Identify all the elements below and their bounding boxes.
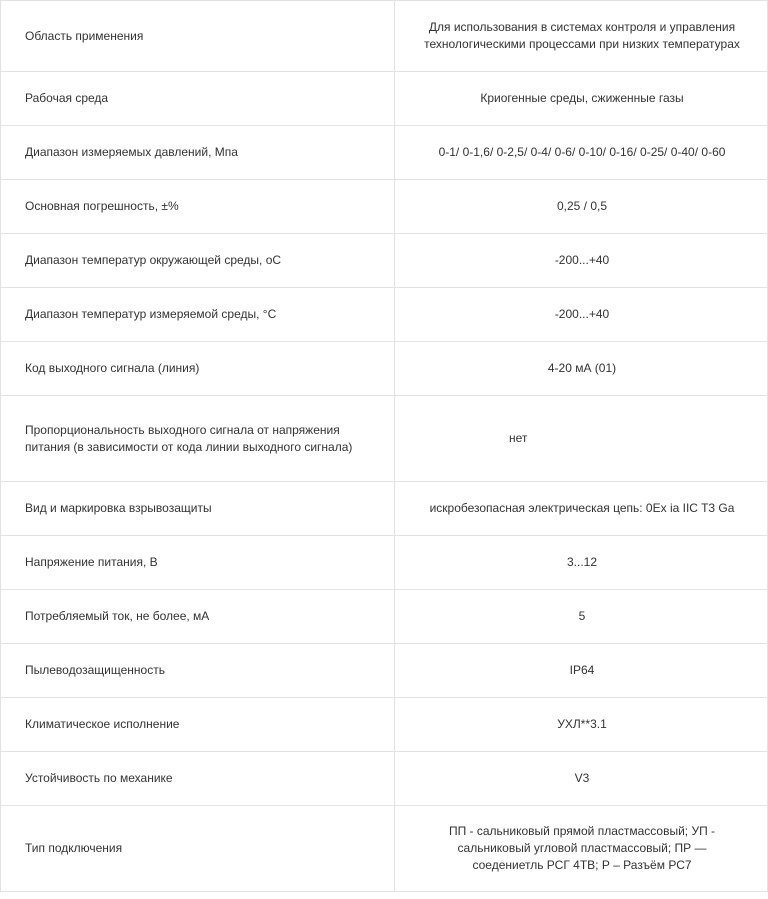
spec-value: нет xyxy=(395,396,768,482)
spec-name: Климатическое исполнение xyxy=(1,698,395,752)
spec-value: 5 xyxy=(395,590,768,644)
spec-name: Устойчивость по механике xyxy=(1,752,395,806)
spec-name: Код выходного сигнала (линия) xyxy=(1,342,395,396)
table-row xyxy=(1,342,768,396)
spec-value: 0,25 / 0,5 xyxy=(395,180,768,234)
table-row xyxy=(1,1,768,72)
table-row xyxy=(1,288,768,342)
spec-name: Тип подключения xyxy=(1,806,395,892)
spec-name: Потребляемый ток, не более, мА xyxy=(1,590,395,644)
table-row xyxy=(1,396,768,482)
table-row xyxy=(1,234,768,288)
table-row xyxy=(1,806,768,892)
spec-name: Пылеводозащищенность xyxy=(1,644,395,698)
table-row xyxy=(1,698,768,752)
spec-value: ПП - сальниковый прямой пластмассовый; УП - сальниковый угловой пластмассовый; ПР — соедениетль РСГ 4ТВ; Р – Разъём РС7 xyxy=(395,806,768,892)
spec-name: Основная погрешность, ±% xyxy=(1,180,395,234)
table-row xyxy=(1,482,768,536)
spec-value: Для использования в системах контроля и управления технологическими процессами при низких температурах xyxy=(395,1,768,72)
table-row xyxy=(1,126,768,180)
spec-name: Область применения xyxy=(1,1,395,72)
spec-name: Диапазон температур измеряемой среды, °С xyxy=(1,288,395,342)
spec-value: 0-1/ 0-1,6/ 0-2,5/ 0-4/ 0-6/ 0-10/ 0-16/ 0-25/ 0-40/ 0-60 xyxy=(395,126,768,180)
table-row xyxy=(1,180,768,234)
spec-value: 3...12 xyxy=(395,536,768,590)
spec-value: IP64 xyxy=(395,644,768,698)
table-row xyxy=(1,590,768,644)
table-row xyxy=(1,752,768,806)
spec-name: Рабочая среда xyxy=(1,72,395,126)
spec-value: 4-20 мА (01) xyxy=(395,342,768,396)
table-row xyxy=(1,644,768,698)
spec-name: Диапазон температур окружающей среды, оС xyxy=(1,234,395,288)
spec-value: искробезопасная электрическая цепь: 0Ex ia IIC T3 Ga xyxy=(395,482,768,536)
spec-name: Вид и маркировка взрывозащиты xyxy=(1,482,395,536)
table-row xyxy=(1,72,768,126)
spec-value: V3 xyxy=(395,752,768,806)
table-row xyxy=(1,536,768,590)
spec-name: Напряжение питания, В xyxy=(1,536,395,590)
spec-value: Криогенные среды, сжиженные газы xyxy=(395,72,768,126)
spec-name: Диапазон измеряемых давлений, Мпа xyxy=(1,126,395,180)
spec-name: Пропорциональность выходного сигнала от напряжения питания (в зависимости от кода линии выходного сигнала) xyxy=(1,396,395,482)
spec-value: УХЛ**3.1 xyxy=(395,698,768,752)
spec-value: -200...+40 xyxy=(395,234,768,288)
spec-value: -200...+40 xyxy=(395,288,768,342)
